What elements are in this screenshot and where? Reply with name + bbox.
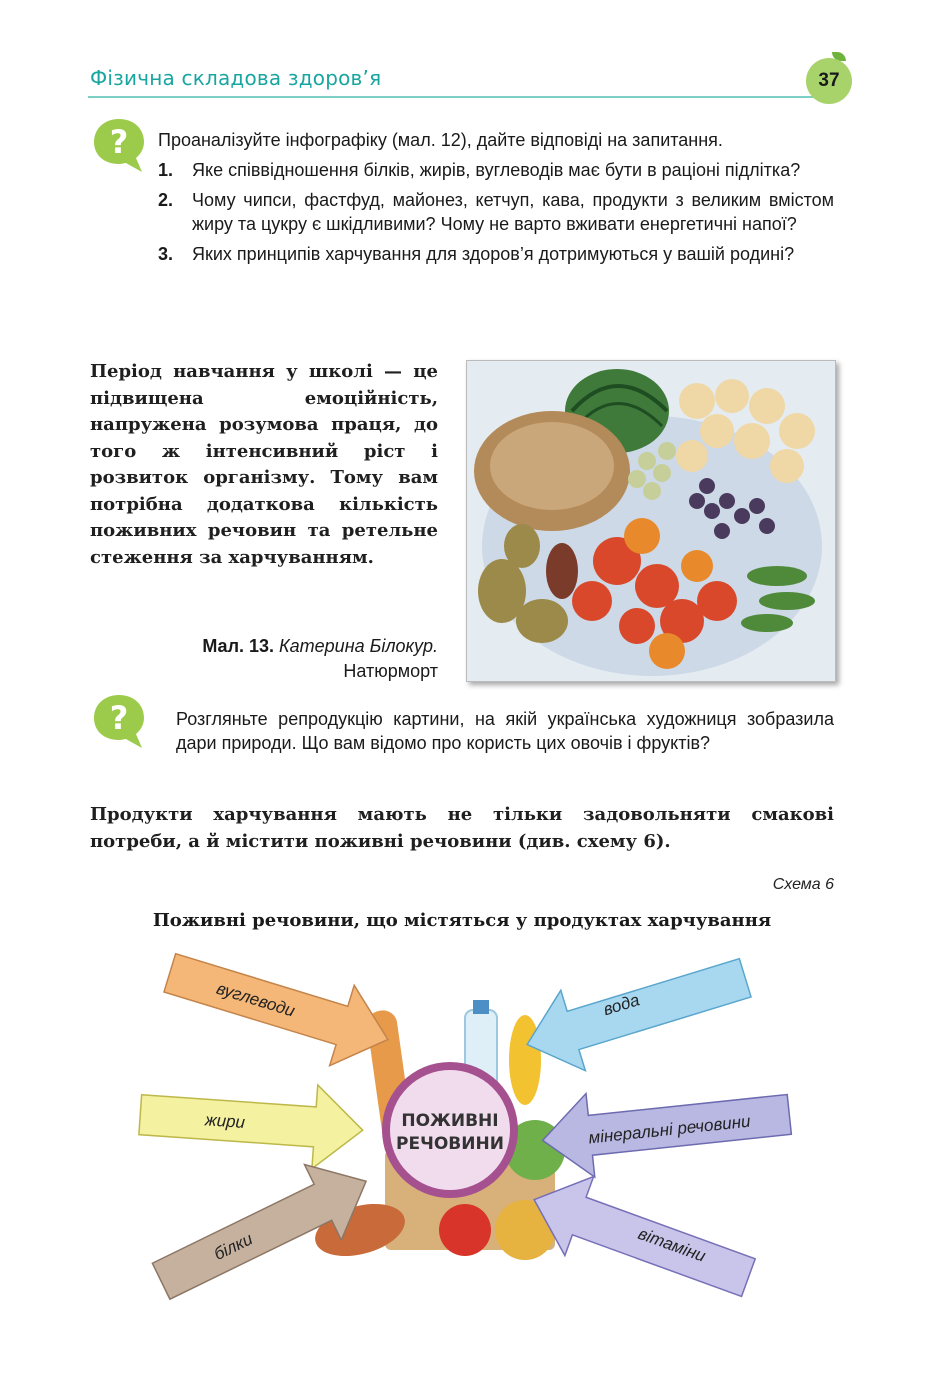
figure-label: Мал. 13. xyxy=(202,636,275,656)
arrow-label: жири xyxy=(204,1110,246,1132)
list-item xyxy=(158,188,834,236)
figure-author: Катерина Білокур. xyxy=(279,636,438,656)
center-label-line2: РЕЧОВИНИ xyxy=(396,1134,504,1154)
question-text: Розгляньте репродукцію картини, на якій українська художниця зобразила дари природи. Що вам відомо про користь цих овочів і фруктів? xyxy=(176,709,834,753)
still-life-image xyxy=(467,361,835,681)
item-text: Яких принципів харчування для здоров’я дотримуються у вашій родині? xyxy=(192,244,795,264)
arrow-label: вода xyxy=(601,990,642,1020)
arrow-water xyxy=(515,950,758,1085)
arrow-label: вуглеводи xyxy=(214,978,298,1021)
question-bubble-icon xyxy=(90,116,148,174)
arrow-label: вітаміни xyxy=(635,1223,709,1266)
nutrients-diagram xyxy=(130,950,820,1310)
item-number: 3. xyxy=(158,244,174,264)
question-list xyxy=(158,158,834,272)
running-header-title: Фізична складова здоров’я xyxy=(90,66,382,90)
arrow-carbs xyxy=(158,950,401,1080)
center-label-line1: ПОЖИВНІ xyxy=(401,1111,499,1131)
item-text: Чому чипси, фастфуд, майонез, кетчуп, кава, продукти з великим вмістом жиру та цукру є шкідливими? Чому не варто вживати енергетичні напої? xyxy=(192,190,834,234)
figure-title: Натюрморт xyxy=(343,661,438,681)
page-number-badge: 37 xyxy=(806,58,852,104)
body-paragraph: Продукти харчування мають не тільки задовольняти смакові потреби, а й містити поживні речовини (див. схему 6). xyxy=(90,804,834,852)
svg-text:?: ? xyxy=(109,699,129,737)
question-intro: Проаналізуйте інфографіку (мал. 12), дайте відповіді на запитання. xyxy=(158,130,723,150)
arrow-fats xyxy=(137,1073,365,1172)
still-life-painting xyxy=(466,360,836,682)
svg-text:?: ? xyxy=(109,123,129,161)
list-item xyxy=(158,158,834,182)
question-bubble-icon xyxy=(90,692,148,750)
header-rule xyxy=(88,96,818,98)
schema-label: Схема 6 xyxy=(772,876,834,893)
item-number: 1. xyxy=(158,160,174,180)
body-paragraph: Період навчання у школі — це підвищена емоційність, напружена розумова праця, до того ж інтенсивний ріст і розвиток організму. Тому вам потрібна додаткова кількість поживних речовин та ретельне стеження за харчуванням. xyxy=(90,361,438,568)
item-number: 2. xyxy=(158,190,174,210)
arrow-label: білки xyxy=(210,1229,256,1264)
list-item xyxy=(158,242,834,266)
arrow-label: мінеральні речовини xyxy=(587,1111,752,1148)
item-text: Яке співвідношення білків, жирів, вуглеводів має бути в раціоні підлітка? xyxy=(192,160,801,180)
schema-title: Поживні речовини, що містяться у продуктах харчування xyxy=(152,910,772,931)
figure-caption xyxy=(140,634,438,684)
